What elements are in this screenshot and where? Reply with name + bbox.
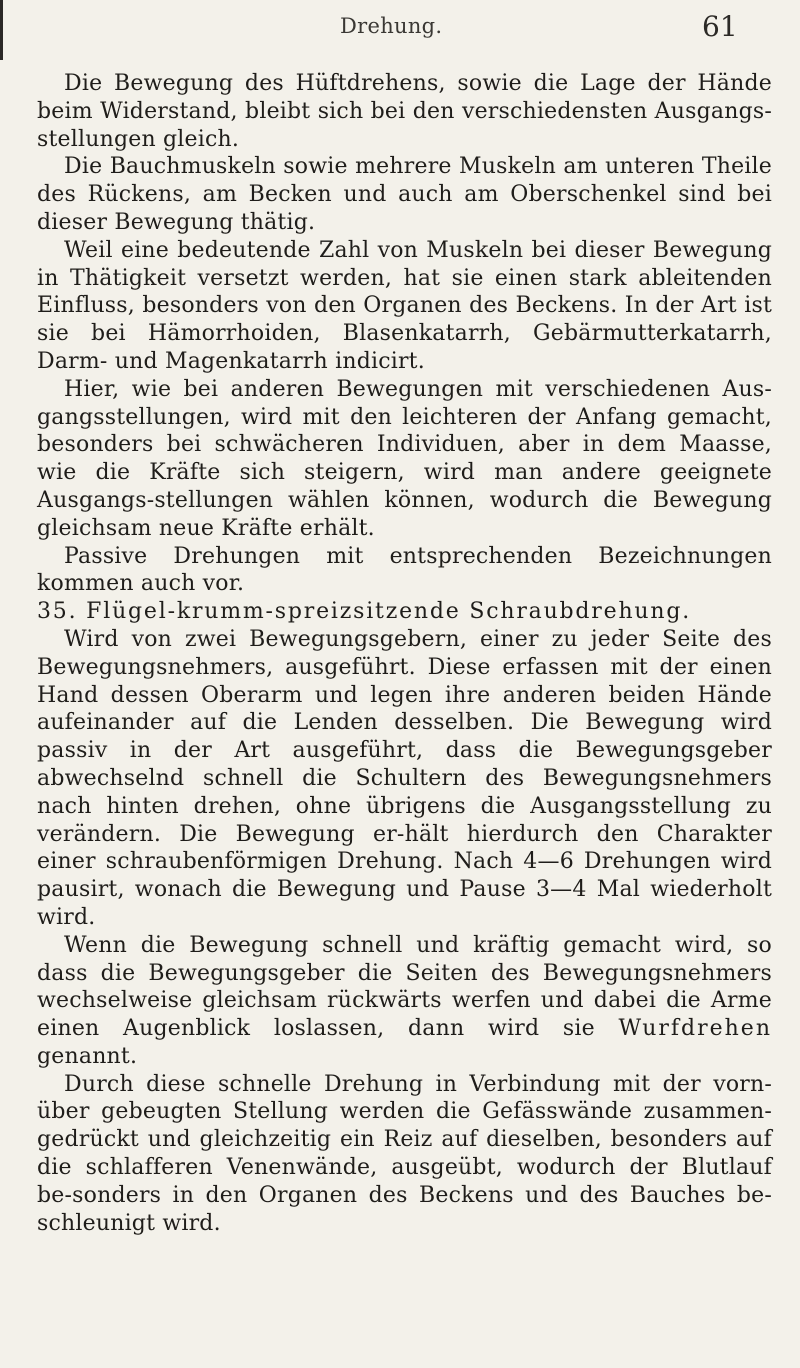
page-header: [0, 4, 800, 43]
section-paragraph: Durch diese schnelle Drehung in Verbindung mit der vorn-über gebeugten Stellung werden die Gefässwände zusammen-gedrückt und gleichzeitig ein Reiz auf dieselben, besonders auf die schlafferen Venenwände, ausgeübt, wodurch der Blutlauf be-sonders in den Organen des Beckens und des Bauches be-schleunigt wird.: [37, 1071, 772, 1236]
paragraph: Die Bauchmuskeln sowie mehrere Muskeln am unteren Theile des Rückens, am Becken und auch am Oberschenkel sind bei dieser Bewegung thätig.: [37, 154, 772, 235]
paragraph: Die Bewegung des Hüftdrehens, sowie die Lage der Hände beim Widerstand, bleibt sich bei den verschiedensten Ausgangs-stellungen gleich.: [37, 71, 772, 152]
text-run: genannt.: [37, 1043, 138, 1069]
paragraph: Weil eine bedeutende Zahl von Muskeln bei dieser Bewegung in Thätigkeit versetzt werden, hat sie einen stark ableitenden Einfluss, besonders von den Organen des Beckens. In der Art ist sie bei Hämorrhoiden, Blasenkatarrh, Gebärmutterkatarrh, Darm- und Magenkatarrh indicirt.: [37, 237, 772, 374]
emphasized-term: Wurfdrehen: [618, 1016, 772, 1042]
running-title: Drehung.: [340, 14, 443, 38]
page-body: [37, 70, 772, 1237]
text-run: Wenn die Bewegung schnell und kräftig gemacht wird, so dass die Bewegungsgeber die Seiten des Bewegungsnehmers wechselweise gleichsam rückwärts werfen und dabei die Arme einen Augenblick loslassen, dann wird sie: [37, 932, 772, 1042]
paragraph: Passive Drehungen mit entsprechenden Bezeichnungen kommen auch vor.: [37, 543, 772, 597]
page-number: 61: [702, 10, 738, 43]
paragraph: Hier, wie bei anderen Bewegungen mit verschiedenen Aus-gangsstellungen, wird mit den leichteren der Anfang gemacht, besonders bei schwächeren Individuen, aber in dem Maasse, wie die Kräfte sich steigern, wird man andere geeignete Ausgangs-stellungen wählen können, wodurch die Bewegung gleichsam neue Kräfte erhält.: [37, 376, 772, 541]
section-paragraph: Wird von zwei Bewegungsgebern, einer zu jeder Seite des Bewegungsnehmers, ausgeführt. Diese erfassen mit der einen Hand dessen Oberarm und legen ihre anderen beiden Hände aufeinander auf die Lenden desselben. Die Bewegung wird passiv in der Art ausgeführt, dass die Bewegungsgeber abwechselnd schnell die Schultern des Bewegungsnehmers nach hinten drehen, ohne übrigens die Ausgangsstellung zu verändern. Die Bewegung er-hält hierdurch den Charakter einer schraubenförmigen Drehung. Nach 4—6 Drehungen wird pausirt, wonach die Bewegung und Pause 3—4 Mal wiederholt wird.: [37, 626, 772, 930]
section-heading: 35. Flügel-krumm-spreizsitzende Schraubdrehung.: [37, 599, 692, 625]
section-paragraph: [37, 932, 772, 1071]
